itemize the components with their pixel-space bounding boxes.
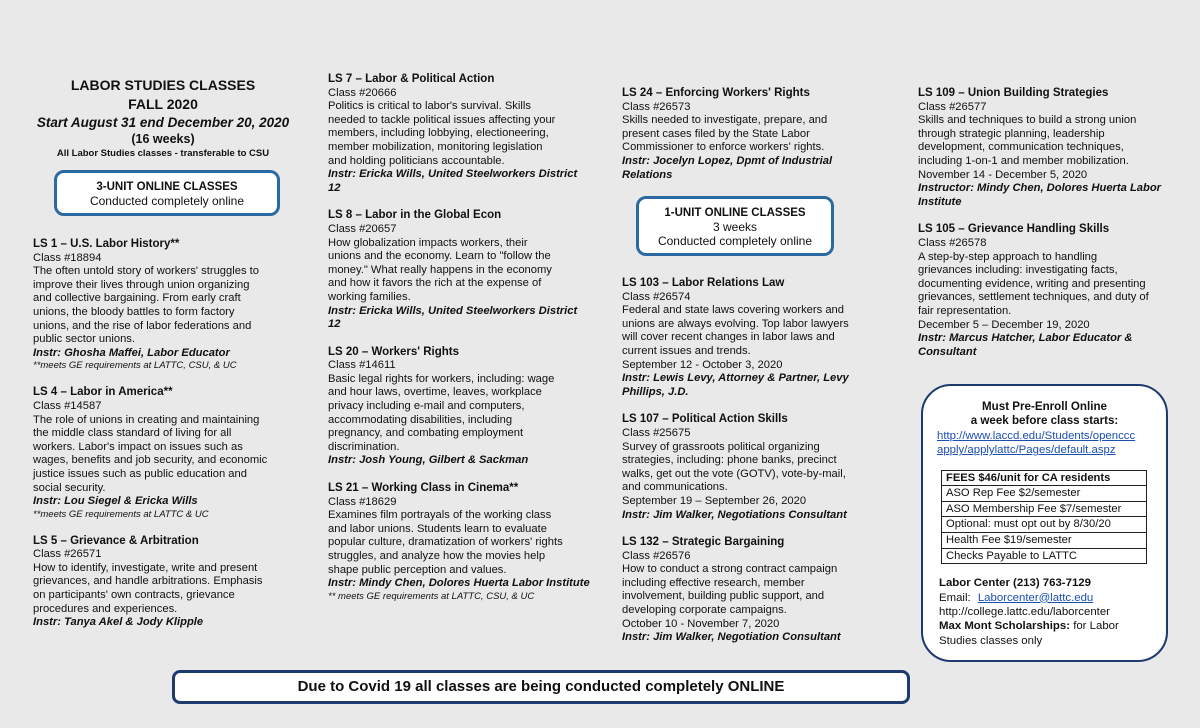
course-description-line: accommodating disabilities, including xyxy=(328,413,513,426)
course-description-line: improve their lives through union organizing xyxy=(33,278,250,291)
course-description-line: October 10 - November 7, 2020 xyxy=(622,617,780,630)
course-entry xyxy=(918,223,1180,359)
course-list xyxy=(918,87,1180,359)
course-description-line: the middle class standard of living for all xyxy=(33,427,232,440)
course-title: LS 1 – U.S. Labor History** xyxy=(33,238,180,250)
fee-row xyxy=(942,486,1147,502)
course-entry xyxy=(918,87,1180,209)
course-title: LS 4 – Labor in America** xyxy=(33,386,173,399)
course-title: LS 109 – Union Building Strategies xyxy=(918,87,1109,99)
fee-cell: Health Fee $19/semester xyxy=(942,533,1147,549)
course-description-line: including effective research, member xyxy=(622,576,805,589)
course-description-line: on participants' own contracts, grievance xyxy=(33,589,235,602)
course-description-line: shape public perception and values. xyxy=(328,563,507,576)
course-description-line: pregnancy, and combating employment xyxy=(328,427,524,440)
course-description-line: unions, and the rise of labor federations and xyxy=(33,319,252,332)
class-number: Class #14611 xyxy=(328,359,396,372)
course-entry xyxy=(328,73,590,195)
course-description-line: strategies, including: phone banks, precinct xyxy=(622,454,837,467)
instructor: Instr: Marcus Hatcher, Labor Educator & Consultant xyxy=(918,332,1133,358)
term-weeks: (16 weeks) xyxy=(131,132,195,146)
course-entry xyxy=(622,536,884,645)
class-number: Class #18629 xyxy=(328,495,397,508)
ge-note: **meets GE requirements at LATTC & UC xyxy=(33,508,209,520)
course-description-line: justice issues such as public education and xyxy=(33,467,247,480)
term-dates: Start August 31 end December 20, 2020 xyxy=(36,115,290,130)
course-description-line: member mobilization, monitoring legislation xyxy=(328,140,543,153)
course-description-line: members, including lobbying, electioneering, xyxy=(328,127,549,140)
course-description-line: workers. Labor's impact on issues such as xyxy=(33,440,243,453)
instructor: Instructor: Mindy Chen, Dolores Huerta Labor Institute xyxy=(918,182,1162,208)
course-entry xyxy=(328,209,590,331)
course-title: LS 107 – Political Action Skills xyxy=(622,413,788,426)
class-number: Class #26571 xyxy=(33,548,102,561)
course-description-line: including 1-on-1 and member mobilization. xyxy=(918,154,1129,167)
course-description-line: September 12 - October 3, 2020 xyxy=(622,358,783,371)
class-number: Class #26574 xyxy=(622,290,691,303)
course-title: LS 5 – Grievance & Arbitration xyxy=(33,534,199,547)
course-description-line: discrimination. xyxy=(328,440,400,453)
course-description-line: needed to tackle political issues affecting your xyxy=(328,113,556,126)
course-description-line: social security. xyxy=(33,481,106,494)
enroll-heading-line1: Must Pre-Enroll Online xyxy=(982,400,1107,413)
course-entry xyxy=(33,386,293,520)
course-list xyxy=(622,87,884,182)
course-description-line: development, communication techniques, xyxy=(918,141,1124,154)
fees-table xyxy=(941,470,1147,565)
enroll-link[interactable] xyxy=(937,429,1166,458)
course-description-line: and holding politicians accountable. xyxy=(328,154,505,167)
course-description-line: Survey of grassroots political organizing xyxy=(622,440,820,453)
covid-banner: Due to Covid 19 all classes are being conducted completely ONLINE xyxy=(172,670,910,704)
one-unit-box xyxy=(636,196,834,256)
course-description-line: September 19 – September 26, 2020 xyxy=(622,494,807,507)
course-title: LS 7 – Labor & Political Action xyxy=(328,73,495,85)
fee-row xyxy=(942,470,1147,486)
course-title: LS 21 – Working Class in Cinema** xyxy=(328,482,519,495)
course-description-line: The role of unions in creating and maintaining xyxy=(33,413,260,426)
course-description-line: through strategic planning, leadership xyxy=(918,127,1105,140)
course-entry xyxy=(33,535,293,630)
class-number: Class #20657 xyxy=(328,222,397,235)
course-description-line: December 5 – December 19, 2020 xyxy=(918,318,1090,331)
instructor: Instr: Lewis Levy, Attorney & Partner, Levy Phillips, J.D. xyxy=(622,372,849,398)
fee-row xyxy=(942,548,1147,564)
instructor: Instr: Jim Walker, Negotiation Consultant xyxy=(622,631,841,644)
course-description-line: unions are always evolving. Top labor lawyers xyxy=(622,317,849,330)
course-description-line: How globalization impacts workers, their xyxy=(328,236,528,249)
enroll-heading xyxy=(923,400,1166,429)
course-description-line: and how it favors the rich at the expense of xyxy=(328,277,542,290)
course-description-line: current issues and trends. xyxy=(622,344,751,357)
course-description-line: grievances, and handle arbitrations. Emphasis xyxy=(33,575,263,588)
one-unit-subtitle: Conducted completely online xyxy=(657,234,813,248)
enroll-link-part2[interactable]: apply/applylattc/Pages/default.aspz xyxy=(937,444,1116,457)
enrollment-box xyxy=(921,384,1168,662)
three-unit-title: 3-UNIT ONLINE CLASSES xyxy=(96,181,238,193)
fee-row xyxy=(942,517,1147,533)
course-entry xyxy=(622,277,884,399)
course-description-line: public sector unions. xyxy=(33,333,135,346)
course-description-line: unions and the economy. Learn to "follow the xyxy=(328,250,551,263)
course-description-line: wages, benefits and job security, and economic xyxy=(33,454,268,467)
class-number: Class #26578 xyxy=(918,236,987,249)
fee-cell: FEES $46/unit for CA residents xyxy=(942,470,1147,486)
email-line xyxy=(939,591,1166,605)
class-number: Class #18894 xyxy=(33,251,102,264)
course-title: LS 20 – Workers' Rights xyxy=(328,345,459,358)
course-description-line: Basic legal rights for workers, including: wage xyxy=(328,372,555,385)
ge-note: ** meets GE requirements at LATTC, CSU, & UC xyxy=(328,590,535,602)
course-description-line: walks, get out the vote (GOTV), vote-by-mail, xyxy=(622,467,846,480)
instructor: Instr: Josh Young, Gilbert & Sackman xyxy=(328,454,529,467)
course-description-line: A step-by-step approach to handling xyxy=(918,250,1098,263)
course-description-line: How to conduct a strong contract campaign xyxy=(622,563,838,576)
course-description-line: fair representation. xyxy=(918,304,1012,317)
course-description-line: involvement, building public support, and xyxy=(622,590,825,603)
course-description-line: November 14 - December 5, 2020 xyxy=(918,168,1088,181)
term-label: FALL 2020 xyxy=(128,96,198,112)
course-description-line: Skills and techniques to build a strong union xyxy=(918,114,1137,127)
course-description-line: and labor unions. Students learn to evaluate xyxy=(328,522,547,535)
course-description-line: money." What really happens in the economy xyxy=(328,263,552,276)
course-description-line: Skills needed to investigate, prepare, and xyxy=(622,114,828,127)
scholarship-text: for Labor xyxy=(1073,620,1119,633)
class-number: Class #26577 xyxy=(918,100,987,113)
course-entry xyxy=(622,413,884,522)
course-description-line: Examines film portrayals of the working class xyxy=(328,509,552,522)
one-unit-weeks: 3 weeks xyxy=(712,220,758,234)
instructor: Instr: Ericka Wills, United Steelworkers District 12 xyxy=(328,168,578,194)
fee-cell: Checks Payable to LATTC xyxy=(942,548,1147,564)
course-list xyxy=(328,73,590,603)
email-link[interactable]: Laborcenter@lattc.edu xyxy=(977,591,1094,604)
contact-info xyxy=(939,576,1166,648)
course-entry xyxy=(33,238,293,372)
brochure-header xyxy=(33,76,293,161)
class-number: Class #14587 xyxy=(33,399,102,412)
enroll-link-part1[interactable]: http://www.laccd.edu/Students/openccc xyxy=(937,429,1136,442)
class-number: Class #26573 xyxy=(622,100,691,113)
course-entry xyxy=(328,346,590,468)
fee-cell: ASO Rep Fee $2/semester xyxy=(942,486,1147,502)
course-entry xyxy=(622,87,884,182)
fee-cell: Optional: must opt out by 8/30/20 xyxy=(942,517,1147,533)
course-description-line: and communications. xyxy=(622,481,728,494)
course-description-line: grievances including: investigating facts, xyxy=(918,264,1118,277)
instructor: Instr: Ghosha Maffei, Labor Educator xyxy=(33,346,230,359)
course-description-line: privacy including e-mail and computers, xyxy=(328,400,525,413)
course-description-line: struggles, and analyze how the movies help xyxy=(328,550,546,562)
page-title: LABOR STUDIES CLASSES xyxy=(70,77,256,93)
course-description-line: Federal and state laws covering workers and xyxy=(622,304,844,317)
one-unit-title: 1-UNIT ONLINE CLASSES xyxy=(664,207,806,219)
fee-row xyxy=(942,533,1147,549)
course-title: LS 103 – Labor Relations Law xyxy=(622,277,785,289)
instructor: Instr: Lou Siegel & Ericka Wills xyxy=(33,495,198,508)
course-description-line: Commissioner to enforce workers' rights. xyxy=(622,141,825,154)
class-number: Class #26576 xyxy=(622,549,691,562)
course-description-line: popular culture, dramatization of workers' rights xyxy=(328,536,563,549)
enroll-heading-line2: a week before class starts: xyxy=(970,414,1119,428)
course-list xyxy=(622,277,884,645)
instructor: Instr: Jocelyn Lopez, Dpmt of Industrial Relations xyxy=(622,154,833,181)
course-title: LS 132 – Strategic Bargaining xyxy=(622,536,785,549)
instructor: Instr: Tanya Akel & Jody Klipple xyxy=(33,616,204,629)
ge-note: **meets GE requirements at LATTC, CSU, & UC xyxy=(33,360,237,372)
course-description-line: grievances, settlement techniques, and duty of xyxy=(918,291,1149,304)
course-title: LS 24 – Enforcing Workers' Rights xyxy=(622,87,810,99)
fee-row xyxy=(942,501,1147,517)
course-description-line: procedures and experiences. xyxy=(33,602,178,615)
class-number: Class #20666 xyxy=(328,86,397,99)
course-description-line: documenting evidence, writing and presenting xyxy=(918,277,1146,290)
labor-center-phone: Labor Center (213) 763-7129 xyxy=(939,577,1091,590)
three-unit-subtitle: Conducted completely online xyxy=(89,194,245,208)
scholarship-text-line2: Studies classes only xyxy=(939,634,1043,647)
instructor: Instr: Mindy Chen, Dolores Huerta Labor Institute xyxy=(328,577,590,590)
course-title: LS 105 – Grievance Handling Skills xyxy=(918,223,1110,236)
course-description-line: working families. xyxy=(328,290,411,303)
course-list xyxy=(33,238,293,630)
course-title: LS 8 – Labor in the Global Econ xyxy=(328,209,502,222)
fee-cell: ASO Membership Fee $7/semester xyxy=(942,501,1147,517)
instructor: Instr: Ericka Wills, United Steelworkers District 12 xyxy=(328,304,578,331)
course-description-line: The often untold story of workers' struggles to xyxy=(33,265,259,278)
course-description-line: Politics is critical to labor's survival. Skills xyxy=(328,100,531,113)
course-entry xyxy=(328,482,590,603)
course-description-line: present cases filed by the State Labor xyxy=(622,127,810,140)
email-label: Email: xyxy=(939,591,971,604)
transfer-note: All Labor Studies classes - transferable to CSU xyxy=(56,148,270,159)
scholarship-title: Max Mont Scholarships: xyxy=(939,620,1071,633)
course-description-line: unions, the bloody battles to form factory xyxy=(33,305,235,318)
website-link[interactable]: http://college.lattc.edu/laborcenter xyxy=(939,606,1110,618)
class-number: Class #25675 xyxy=(622,426,691,439)
course-description-line: will cover recent changes in labor laws and xyxy=(622,331,835,344)
course-description-line: and hour laws, overtime, leaves, workplace xyxy=(328,386,542,399)
course-description-line: developing corporate campaigns. xyxy=(622,604,787,617)
course-description-line: and collective bargaining. From early craft xyxy=(33,292,241,305)
instructor: Instr: Jim Walker, Negotiations Consultant xyxy=(622,508,847,521)
course-description-line: How to identify, investigate, write and present xyxy=(33,561,258,574)
scholarship-line xyxy=(939,619,1166,633)
three-unit-box xyxy=(54,170,280,216)
